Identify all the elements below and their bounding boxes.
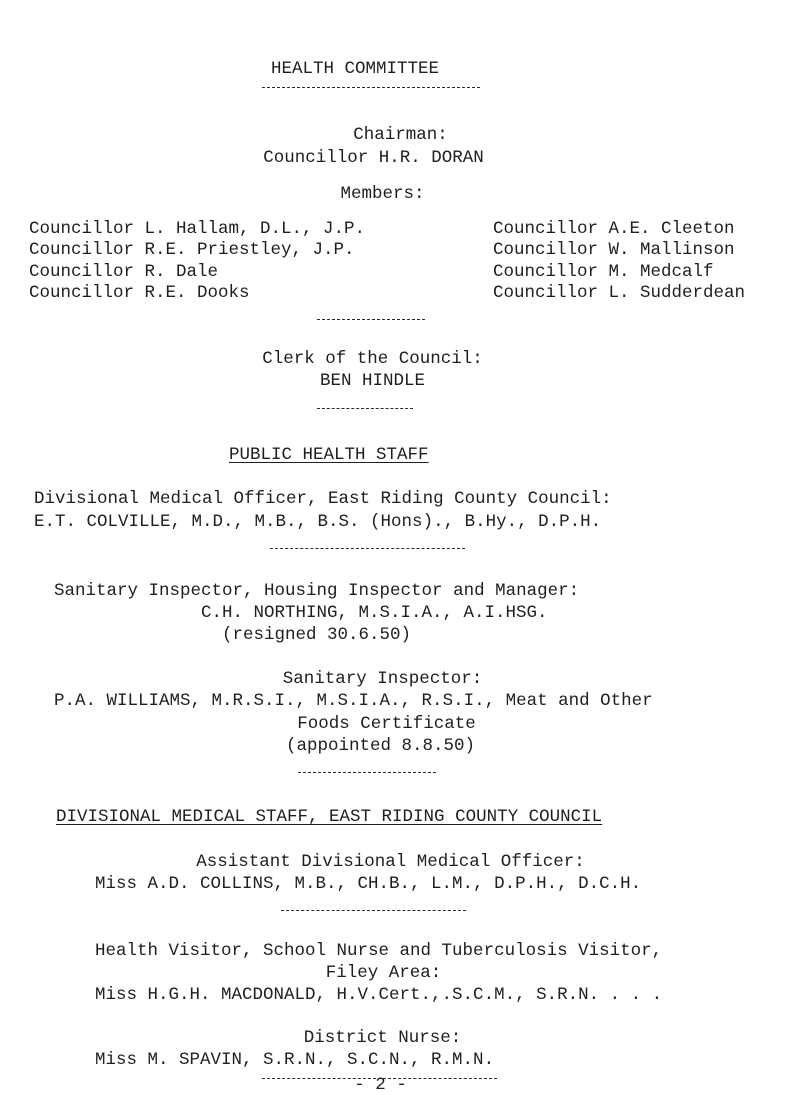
district-nurse-heading: District Nurse: <box>303 1028 462 1048</box>
member-right-1: Councillor A.E. Cleeton <box>493 219 735 239</box>
admo-heading: Assistant Divisional Medical Officer: <box>196 852 585 872</box>
sanitary-inspector-2-name: P.A. WILLIAMS, M.R.S.I., M.S.I.A., R.S.I., Meat and Other <box>54 691 653 711</box>
sanitary-inspector-heading: Sanitary Inspector, Housing Inspector and Manager: <box>54 581 580 601</box>
divider <box>317 319 425 320</box>
divisional-staff-heading: DIVISIONAL MEDICAL STAFF, EAST RIDING COUNTY COUNCIL <box>56 807 603 827</box>
divider <box>270 548 465 549</box>
district-nurse-name: Miss M. SPAVIN, S.R.N., S.C.N., R.M.N. <box>95 1050 495 1070</box>
divider <box>281 910 466 911</box>
health-visitor-name: Miss H.G.H. MACDONALD, H.V.Cert.,.S.C.M., S.R.N. . . . <box>95 985 663 1005</box>
committee-title: HEALTH COMMITTEE <box>271 59 440 79</box>
health-visitor-heading: Health Visitor, School Nurse and Tuberculosis Visitor, <box>95 941 663 961</box>
sanitary-inspector-name: C.H. NORTHING, M.S.I.A., A.I.HSG. <box>201 603 548 623</box>
clerk-heading: Clerk of the Council: <box>262 349 483 369</box>
sanitary-inspector-2-note: (appointed 8.8.50) <box>285 736 476 756</box>
divider <box>317 408 413 409</box>
page-number: - 2 - <box>354 1075 407 1095</box>
dmo-heading: Divisional Medical Officer, East Riding County Council: <box>34 489 612 509</box>
sanitary-inspector-note: (resigned 30.6.50) <box>222 625 412 645</box>
members-heading: Members: <box>340 184 425 204</box>
divider <box>298 772 436 773</box>
chairman-name: Councillor H.R. DORAN <box>263 148 484 168</box>
admo-name: Miss A.D. COLLINS, M.B., CH.B., L.M., D.P.H., D.C.H. <box>95 874 642 894</box>
member-left-2: Councillor R.E. Priestley, J.P. <box>29 240 355 260</box>
sanitary-inspector-2-heading: Sanitary Inspector: <box>282 669 483 689</box>
chairman-heading: Chairman: <box>353 125 448 145</box>
member-right-3: Councillor M. Medcalf <box>493 262 714 282</box>
health-visitor-area: Filey Area: <box>325 963 442 983</box>
divider <box>262 87 480 88</box>
member-left-3: Councillor R. Dale <box>29 262 219 282</box>
member-left-1: Councillor L. Hallam, D.L., J.P. <box>29 219 366 239</box>
member-right-4: Councillor L. Sudderdean <box>493 283 746 303</box>
sanitary-inspector-2-cert: Foods Certificate <box>297 714 476 734</box>
member-left-4: Councillor R.E. Dooks <box>29 283 250 303</box>
member-right-2: Councillor W. Mallinson <box>493 240 735 260</box>
dmo-name: E.T. COLVILLE, M.D., M.B., B.S. (Hons)., B.Hy., D.P.H. <box>34 512 602 532</box>
clerk-name: BEN HINDLE <box>319 371 426 391</box>
public-health-staff-heading: PUBLIC HEALTH STAFF <box>229 445 429 465</box>
